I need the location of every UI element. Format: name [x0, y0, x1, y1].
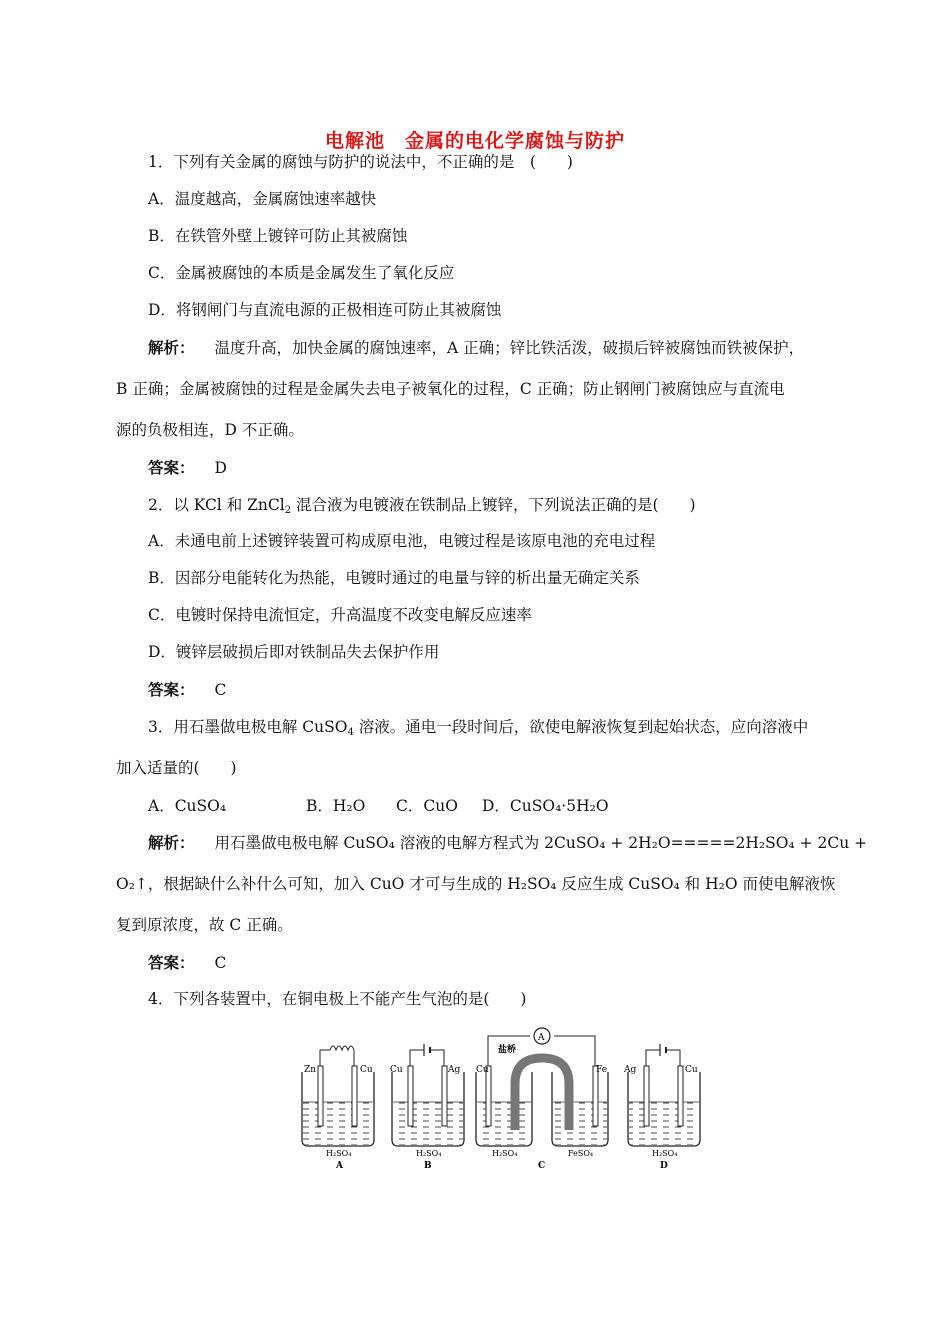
q2-option-a: A．未通电前上述镀锌装置可构成原电池，电镀过程是该原电池的充电过程 [148, 532, 656, 550]
apparatus-b-right-electrode: Ag [448, 1065, 461, 1075]
apparatus-a-solution: H₂SO₄ [326, 1149, 352, 1158]
q2-option-d: D．镀锌层破损后即对铁制品失去保护作用 [148, 643, 440, 661]
q1-option-c: C．金属被腐蚀的本质是金属发生了氧化反应 [148, 264, 455, 282]
q1-analysis-text-1: 温度升高，加快金属的腐蚀速率，A 正确；锌比铁活泼，破损后锌被腐蚀而铁被保护， [214, 339, 805, 357]
apparatus-b-left-electrode: Cu [390, 1065, 403, 1075]
q2-stem-part-2: 混合液为电镀液在铁制品上镀锌，下列说法正确的是( ) [291, 496, 696, 514]
q1-analysis-label: 解析： [148, 338, 195, 357]
q1-stem: 1．下列有关金属的腐蚀与防护的说法中，不正确的是 ( ) [148, 153, 573, 171]
q1-answer-label: 答案： [148, 458, 195, 477]
q1-option-a: A．温度越高，金属腐蚀速率越快 [148, 190, 377, 208]
q4-stem: 4．下列各装置中，在铜电极上不能产生气泡的是( ) [148, 990, 527, 1008]
q1-analysis-line-1 [148, 338, 804, 358]
q3-answer-label: 答案： [148, 953, 195, 972]
q3-stem-line-2: 加入适量的( ) [116, 759, 237, 777]
apparatus-a-left-electrode: Zn [304, 1065, 317, 1075]
apparatus-c-meter: A [538, 1033, 545, 1043]
q1-option-b: B．在铁管外壁上镀锌可防止其被腐蚀 [148, 227, 408, 245]
q2-option-b: B．因部分电能转化为热能，电镀时通过的电量与锌的析出量无确定关系 [148, 569, 640, 587]
q2-answer-value: C [214, 681, 227, 699]
apparatus-a [302, 1046, 374, 1171]
apparatus-c-left-electrode: Cu [476, 1065, 489, 1075]
page-title: 电解池 金属的电化学腐蚀与防护 [324, 130, 625, 152]
q3-answer [148, 953, 226, 973]
q3-stem [148, 717, 808, 737]
apparatus-d-right-electrode: Cu [685, 1065, 698, 1075]
q3-analysis-line-3: 复到原浓度，故 C 正确。 [116, 916, 293, 934]
apparatus-c-label: C [538, 1161, 546, 1171]
q3-stem-part-1: 3．用石墨做电极电解 CuSO [148, 718, 348, 736]
q2-option-c: C．电镀时保持电流恒定，升高温度不改变电解反应速率 [148, 606, 532, 624]
apparatus-d-label: D [660, 1161, 668, 1171]
apparatus-b-solution: H₂SO₄ [416, 1149, 442, 1158]
q1-answer-value: D [214, 459, 227, 477]
q3-stem-subscript: 4 [347, 727, 354, 738]
q1-answer [148, 458, 227, 478]
q2-stem [148, 495, 696, 515]
electrolysis-apparatus-figure [290, 1022, 710, 1172]
q3-analysis-line-1 [148, 833, 867, 853]
apparatus-a-label: A [336, 1161, 343, 1171]
q3-option-b: B．H₂O [306, 797, 366, 815]
q3-analysis-label: 解析： [148, 833, 195, 852]
q3-option-c: C．CuO [396, 797, 458, 815]
q3-analysis-line-2: O₂↑，根据缺什么补什么可知，加入 CuO 才可与生成的 H₂SO₄ 反应生成 CuSO₄ 和 H₂O 而使电解液恢 [116, 875, 836, 893]
q2-stem-subscript: 2 [284, 505, 292, 516]
q1-analysis-line-3: 源的负极相连，D 不正确。 [116, 421, 304, 439]
apparatus-c-solution-right: FeSO₄ [568, 1149, 594, 1158]
q1-option-d: D．将钢闸门与直流电源的正极相连可防止其被腐蚀 [148, 301, 502, 319]
apparatus-c-solution-left: H₂SO₄ [492, 1149, 518, 1158]
apparatus-b-label: B [424, 1161, 432, 1171]
q3-option-d: D．CuSO₄·5H₂O [482, 797, 609, 815]
apparatus-a-right-electrode: Cu [360, 1065, 373, 1075]
q3-option-a: A．CuSO₄ [148, 797, 227, 815]
q3-stem-part-2: 溶液。通电一段时间后，欲使电解液恢复到起始状态，应向溶液中 [353, 718, 809, 736]
apparatus-d [623, 1044, 700, 1171]
q3-answer-value: C [214, 954, 227, 972]
apparatus-c [476, 1028, 608, 1171]
apparatus-c-bridge-label: 盐桥 [498, 1045, 517, 1055]
q1-analysis-line-2: B 正确；金属被腐蚀的过程是金属失去电子被氧化的过程，C 正确；防止钢闸门被腐蚀应与直流电 [116, 380, 785, 398]
q2-answer-label: 答案： [148, 680, 195, 699]
apparatus-b [390, 1044, 464, 1171]
q2-answer [148, 680, 226, 700]
apparatus-d-left-electrode: Ag [624, 1065, 637, 1075]
q3-analysis-text-1: 用石墨做电极电解 CuSO₄ 溶液的电解方程式为 2CuSO₄ + 2H₂O=====2H₂SO₄ + 2Cu + [214, 834, 868, 852]
q2-stem-part-1: 2．以 KCl 和 ZnCl [148, 496, 285, 514]
apparatus-c-right-electrode: Fe [596, 1065, 608, 1075]
q3-options [148, 796, 609, 816]
apparatus-d-solution: H₂SO₄ [652, 1149, 678, 1158]
